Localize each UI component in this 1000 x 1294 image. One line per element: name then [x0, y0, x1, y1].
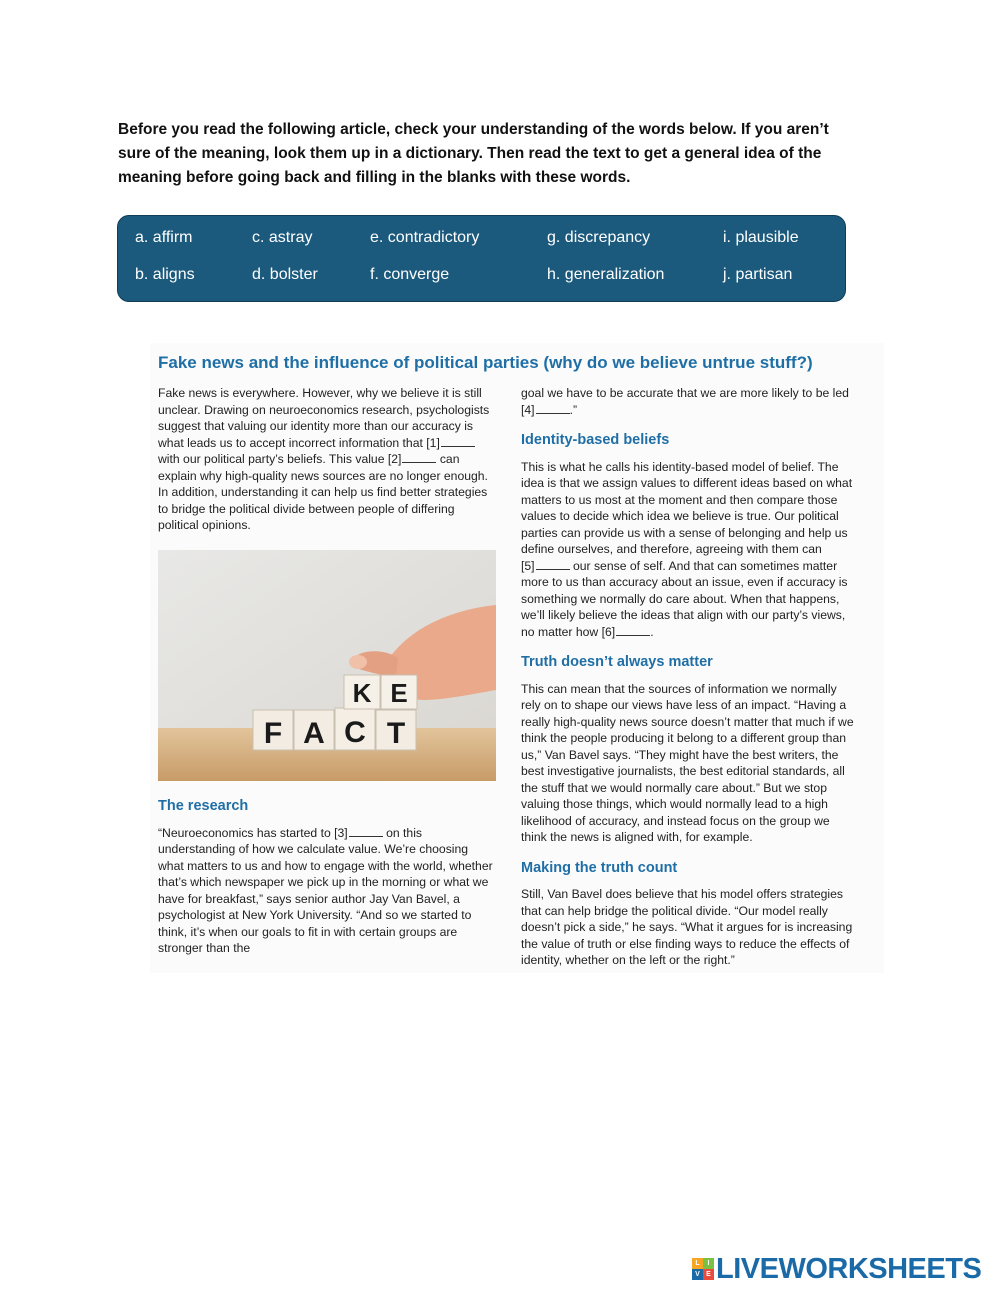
article-scan: [150, 343, 884, 973]
research-text: “Neuroeconomics has started to: [158, 825, 331, 840]
word-option: i. plausible: [723, 229, 799, 246]
article-title: Fake news and the influence of political parties (why do we believe untrue stuff?): [158, 353, 813, 372]
making-text: Still, Van Bavel does believe that his model offers strategies that can help bridge the political divide. “Our model really doesn’t pick a side,” he says. “What it argues for is increasing the value of truth or else finding ways to reduce the effects of identity, whether on the left or the right.”: [521, 887, 853, 967]
blank-6[interactable]: [6]: [602, 625, 651, 639]
cube-letter: A: [303, 717, 325, 750]
word-option: j. partisan: [723, 266, 793, 283]
identity-text: This is what he calls his identity-based model of belief. The idea is that we assign values to different ideas based on what matters to us most at the moment and then compare those values to decide which idea we believe is true. Our political parties can provide us with a sense of belonging and help us define ourselves, and therefore, agreeing with them can: [521, 459, 853, 556]
word-option: b. aligns: [135, 266, 195, 283]
instructions-text: Before you read the following article, check your understanding of the words below. If you aren’t sure of the meaning, look them up in a dictionary. Then read the text to get a general idea of the meaning before going back and filling in the blanks with these words.: [118, 121, 829, 186]
identity-heading: Identity-based beliefs: [521, 432, 670, 448]
continuation-text: .”: [569, 402, 578, 417]
blank-3[interactable]: [3]: [334, 826, 383, 840]
intro-text: can explain why high-quality news sources are no longer enough. In addition, understanding it can help us find better strategies to bridge the political divide between people of differing political opinions.: [158, 452, 488, 532]
identity-text: our sense of self. And that can sometimes matter more to us than accuracy about an issue, even if accuracy is something we normally do care about. When that happens, we’ll likely believe the ideas that align with our party’s views, no matter how: [521, 558, 848, 639]
blank-1[interactable]: [1]: [426, 436, 475, 450]
article-right-column: [521, 385, 857, 969]
logo-text: LIVEWORKSHEETS: [716, 1252, 982, 1285]
liveworksheets-logo: [692, 1252, 981, 1286]
truth-heading: Truth doesn’t always matter: [521, 654, 713, 670]
truth-text: This can mean that the sources of information we normally rely on to shape our views have less of an impact. “Having a really high-quality news source doesn’t matter that much if we think the people producing it belong to a different group than us,” Van Bavel says. “They might have the best writers, the best investigative journalists, the best editorial standards, all the stuff that we would normally care about.” But we stop valuing those things, which would normally lead to a high likelihood of accuracy, and instead focus on the group we think the news is aligned with, for example.: [521, 681, 854, 844]
blank-2[interactable]: [2]: [388, 452, 437, 466]
cube-letter: K: [352, 678, 372, 708]
research-text: on this understanding of how we calculate value. We’re choosing what matters to us and how to engage with the world, whether that’s which newspaper we pick up in the morning or what we have for breakfast,” says senior author Jay Van Bavel, a psychologist at New York University. “And so we started to think, it’s when our goals to fit in with certain groups are stronger than the: [158, 825, 493, 955]
research-heading: The research: [158, 798, 249, 814]
logo-mark-icon: L I V E: [692, 1258, 714, 1280]
intro-text: Fake news is everywhere. However, why we believe it is still unclear. Drawing on neuroeconomics research, psychologists suggest that valuing our identity more than our accuracy is what leads us to accept incorrect information that: [158, 386, 490, 450]
word-option: h. generalization: [547, 266, 665, 283]
intro-text: with our political party’s beliefs. This value: [158, 452, 385, 466]
identity-text: .: [650, 624, 654, 639]
word-option: c. astray: [252, 229, 313, 246]
word-option: g. discrepancy: [547, 229, 651, 246]
continuation-text: goal we have to be accurate that we are more likely to be led: [521, 386, 849, 400]
word-option: f. converge: [370, 266, 450, 283]
fact-fake-photo: [158, 550, 496, 781]
cube-letter: T: [386, 717, 406, 750]
word-option: d. bolster: [252, 266, 318, 283]
blank-5[interactable]: [5]: [521, 559, 570, 573]
making-heading: Making the truth count: [521, 859, 678, 876]
cube-letter: E: [390, 678, 408, 708]
cube-letter: C: [344, 716, 366, 749]
word-option: a. affirm: [135, 229, 193, 246]
blank-4[interactable]: [4]: [521, 403, 570, 417]
article-intro: [158, 385, 494, 534]
word-bank: [117, 215, 846, 302]
cube-letter: F: [263, 717, 283, 750]
word-option: e. contradictory: [370, 229, 480, 246]
research-section: [158, 798, 494, 957]
